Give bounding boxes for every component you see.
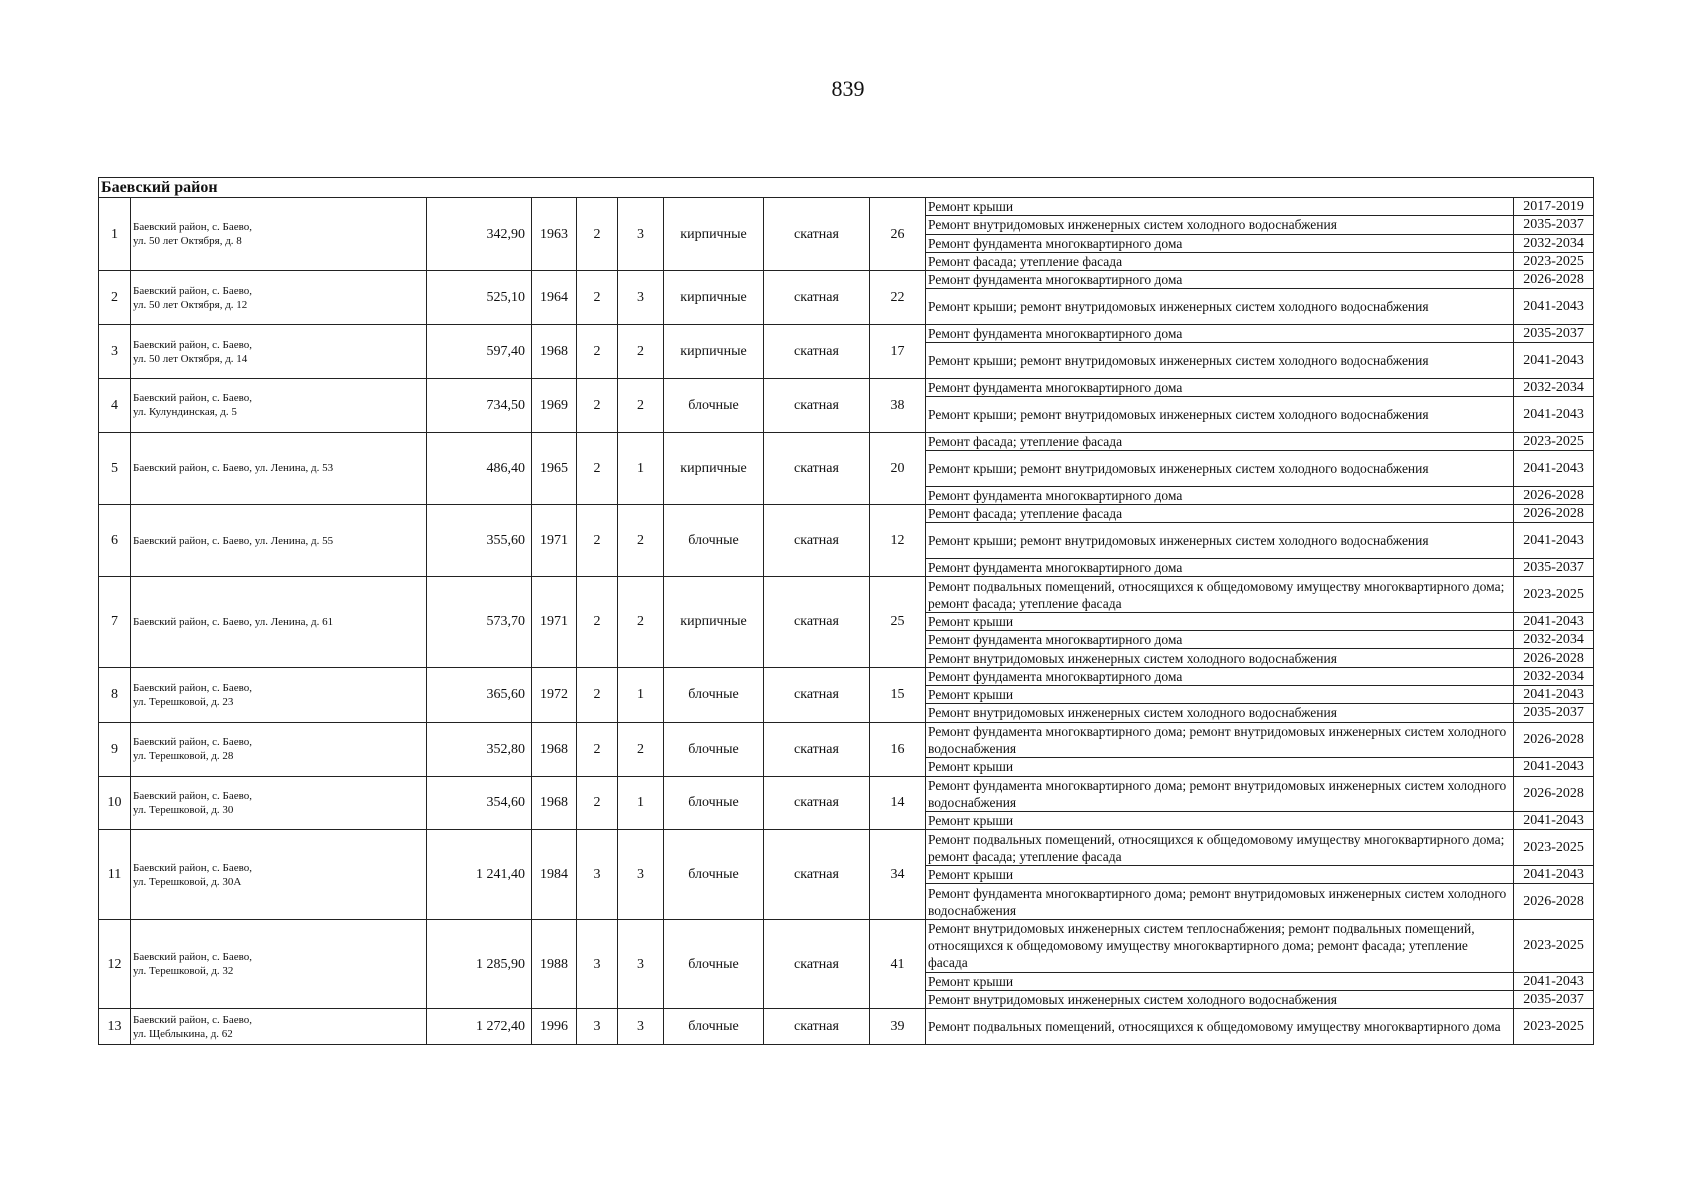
repair-work-cell: Ремонт крыши <box>926 758 1514 776</box>
repair-work-cell: Ремонт внутридомовых инженерных систем теплоснабжения; ремонт подвальных помещений, относящихся к общедомовому имуществу многоквартирного дома; ремонт фасада; утепление фасада <box>926 919 1514 972</box>
address-cell <box>131 271 427 325</box>
table-row <box>99 505 1594 523</box>
row-number: 2 <box>99 271 131 325</box>
capital-repair-table <box>98 177 1594 1045</box>
wall-material-cell: блочные <box>664 1009 764 1045</box>
roof-type-cell: скатная <box>764 1009 870 1045</box>
entrances-cell: 3 <box>618 1009 664 1045</box>
entrances-cell: 2 <box>618 577 664 667</box>
year-cell: 1968 <box>532 776 577 830</box>
address-line: Баевский район, с. Баево, <box>133 736 252 749</box>
repair-period-cell: 2032-2034 <box>1514 631 1594 649</box>
year-cell: 1971 <box>532 577 577 667</box>
address-line: Баевский район, с. Баево, <box>133 392 252 405</box>
entrances-cell: 3 <box>618 271 664 325</box>
repair-period-cell: 2041-2043 <box>1514 523 1594 559</box>
address-cell <box>131 198 427 271</box>
repair-period-cell: 2023-2025 <box>1514 432 1594 450</box>
address-cell <box>131 722 427 776</box>
area-cell: 342,90 <box>427 198 532 271</box>
repair-period-cell: 2041-2043 <box>1514 612 1594 630</box>
address-line: ул. Терешковой, д. 30А <box>133 875 242 888</box>
entrances-cell: 2 <box>618 505 664 577</box>
repair-period-cell: 2041-2043 <box>1514 397 1594 433</box>
entrances-cell: 1 <box>618 776 664 830</box>
roof-type-cell: скатная <box>764 505 870 577</box>
year-cell: 1988 <box>532 919 577 1008</box>
address-line: ул. 50 лет Октября, д. 14 <box>133 352 248 365</box>
table-row <box>99 722 1594 758</box>
table-row <box>99 830 1594 866</box>
repair-work-cell: Ремонт фасада; утепление фасада <box>926 505 1514 523</box>
roof-type-cell: скатная <box>764 722 870 776</box>
repair-work-cell: Ремонт фундамента многоквартирного дома <box>926 378 1514 396</box>
roof-type-cell: скатная <box>764 577 870 667</box>
row-number: 1 <box>99 198 131 271</box>
area-cell: 365,60 <box>427 667 532 722</box>
repair-period-cell: 2041-2043 <box>1514 972 1594 990</box>
floors-cell: 2 <box>577 577 618 667</box>
roof-type-cell: скатная <box>764 378 870 432</box>
area-cell: 355,60 <box>427 505 532 577</box>
residents-cell: 17 <box>870 325 926 379</box>
year-cell: 1964 <box>532 271 577 325</box>
roof-type-cell: скатная <box>764 271 870 325</box>
entrances-cell: 2 <box>618 722 664 776</box>
year-cell: 1968 <box>532 722 577 776</box>
repair-period-cell: 2041-2043 <box>1514 686 1594 704</box>
address-line: Баевский район, с. Баево, <box>133 861 252 874</box>
repair-work-cell: Ремонт крыши <box>926 812 1514 830</box>
floors-cell: 2 <box>577 432 618 504</box>
roof-type-cell: скатная <box>764 432 870 504</box>
wall-material-cell: кирпичные <box>664 198 764 271</box>
repair-work-cell: Ремонт фундамента многоквартирного дома <box>926 631 1514 649</box>
district-header-row <box>99 178 1594 198</box>
repair-period-cell: 2026-2028 <box>1514 722 1594 758</box>
repair-work-cell: Ремонт крыши; ремонт внутридомовых инженерных систем холодного водоснабжения <box>926 289 1514 325</box>
repair-work-cell: Ремонт крыши <box>926 198 1514 216</box>
residents-cell: 39 <box>870 1009 926 1045</box>
area-cell: 352,80 <box>427 722 532 776</box>
repair-work-cell: Ремонт фундамента многоквартирного дома; ремонт внутридомовых инженерных систем холодного водоснабжения <box>926 884 1514 920</box>
wall-material-cell: блочные <box>664 722 764 776</box>
row-number: 10 <box>99 776 131 830</box>
entrances-cell: 3 <box>618 198 664 271</box>
address-line: ул. Терешковой, д. 30 <box>133 803 234 816</box>
year-cell: 1984 <box>532 830 577 919</box>
repair-work-cell: Ремонт внутридомовых инженерных систем холодного водоснабжения <box>926 991 1514 1009</box>
address-cell <box>131 325 427 379</box>
repair-work-cell: Ремонт фундамента многоквартирного дома; ремонт внутридомовых инженерных систем холодного водоснабжения <box>926 776 1514 812</box>
table-row <box>99 432 1594 450</box>
repair-period-cell: 2023-2025 <box>1514 919 1594 972</box>
address-line: Баевский район, с. Баево, <box>133 221 252 234</box>
area-cell: 573,70 <box>427 577 532 667</box>
roof-type-cell: скатная <box>764 830 870 919</box>
table-row <box>99 271 1594 289</box>
repair-work-cell: Ремонт фундамента многоквартирного дома <box>926 486 1514 504</box>
wall-material-cell: кирпичные <box>664 577 764 667</box>
floors-cell: 2 <box>577 378 618 432</box>
repair-work-cell: Ремонт крыши <box>926 612 1514 630</box>
row-number: 9 <box>99 722 131 776</box>
residents-cell: 34 <box>870 830 926 919</box>
repair-work-cell: Ремонт фасада; утепление фасада <box>926 252 1514 270</box>
address-cell <box>131 577 427 667</box>
repair-work-cell: Ремонт внутридомовых инженерных систем холодного водоснабжения <box>926 704 1514 722</box>
repair-period-cell: 2017-2019 <box>1514 198 1594 216</box>
floors-cell: 2 <box>577 776 618 830</box>
repair-work-cell: Ремонт крыши; ремонт внутридомовых инженерных систем холодного водоснабжения <box>926 451 1514 487</box>
year-cell: 1969 <box>532 378 577 432</box>
district-header: Баевский район <box>99 178 1594 198</box>
repair-period-cell: 2041-2043 <box>1514 865 1594 883</box>
repair-work-cell: Ремонт крыши; ремонт внутридомовых инженерных систем холодного водоснабжения <box>926 343 1514 379</box>
area-cell: 597,40 <box>427 325 532 379</box>
wall-material-cell: кирпичные <box>664 271 764 325</box>
repair-work-cell: Ремонт фундамента многоквартирного дома; ремонт внутридомовых инженерных систем холодного водоснабжения <box>926 722 1514 758</box>
residents-cell: 25 <box>870 577 926 667</box>
repair-period-cell: 2032-2034 <box>1514 378 1594 396</box>
repair-work-cell: Ремонт внутридомовых инженерных систем холодного водоснабжения <box>926 216 1514 234</box>
wall-material-cell: блочные <box>664 505 764 577</box>
address-line: Баевский район, с. Баево, <box>133 338 252 351</box>
year-cell: 1971 <box>532 505 577 577</box>
repair-period-cell: 2041-2043 <box>1514 289 1594 325</box>
repair-period-cell: 2035-2037 <box>1514 991 1594 1009</box>
roof-type-cell: скатная <box>764 325 870 379</box>
year-cell: 1965 <box>532 432 577 504</box>
entrances-cell: 1 <box>618 667 664 722</box>
area-cell: 734,50 <box>427 378 532 432</box>
repair-period-cell: 2035-2037 <box>1514 704 1594 722</box>
residents-cell: 15 <box>870 667 926 722</box>
repair-period-cell: 2023-2025 <box>1514 577 1594 613</box>
entrances-cell: 2 <box>618 378 664 432</box>
repair-period-cell: 2041-2043 <box>1514 812 1594 830</box>
address-line: ул. 50 лет Октября, д. 8 <box>133 235 242 248</box>
year-cell: 1963 <box>532 198 577 271</box>
year-cell: 1968 <box>532 325 577 379</box>
table-row <box>99 325 1594 343</box>
residents-cell: 20 <box>870 432 926 504</box>
repair-period-cell: 2041-2043 <box>1514 343 1594 379</box>
entrances-cell: 1 <box>618 432 664 504</box>
repair-period-cell: 2032-2034 <box>1514 667 1594 685</box>
row-number: 11 <box>99 830 131 919</box>
row-number: 6 <box>99 505 131 577</box>
area-cell: 1 241,40 <box>427 830 532 919</box>
residents-cell: 38 <box>870 378 926 432</box>
repair-work-cell: Ремонт крыши <box>926 865 1514 883</box>
repair-work-cell: Ремонт фундамента многоквартирного дома <box>926 234 1514 252</box>
repair-period-cell: 2023-2025 <box>1514 252 1594 270</box>
address-line: Баевский район, с. Баево, <box>133 1013 252 1026</box>
repair-period-cell: 2026-2028 <box>1514 505 1594 523</box>
residents-cell: 22 <box>870 271 926 325</box>
residents-cell: 16 <box>870 722 926 776</box>
wall-material-cell: блочные <box>664 667 764 722</box>
row-number: 12 <box>99 919 131 1008</box>
area-cell: 1 285,90 <box>427 919 532 1008</box>
address-cell <box>131 432 427 504</box>
address-line: Баевский район, с. Баево, ул. Ленина, д. 61 <box>133 615 334 628</box>
repair-work-cell: Ремонт подвальных помещений, относящихся к общедомовому имуществу многоквартирного дома; ремонт фасада; утепление фасада <box>926 830 1514 866</box>
floors-cell: 3 <box>577 1009 618 1045</box>
address-line: Баевский район, с. Баево, ул. Ленина, д. 55 <box>133 534 334 547</box>
address-cell <box>131 1009 427 1045</box>
repair-work-cell: Ремонт крыши; ремонт внутридомовых инженерных систем холодного водоснабжения <box>926 523 1514 559</box>
repair-period-cell: 2026-2028 <box>1514 884 1594 920</box>
repair-period-cell: 2026-2028 <box>1514 649 1594 667</box>
floors-cell: 2 <box>577 198 618 271</box>
row-number: 4 <box>99 378 131 432</box>
address-line: ул. Щеблыкина, д. 62 <box>133 1027 233 1040</box>
address-line: Баевский район, с. Баево, <box>133 951 252 964</box>
floors-cell: 2 <box>577 722 618 776</box>
wall-material-cell: блочные <box>664 776 764 830</box>
address-cell <box>131 830 427 919</box>
wall-material-cell: блочные <box>664 378 764 432</box>
table-row <box>99 667 1594 685</box>
residents-cell: 12 <box>870 505 926 577</box>
address-line: Баевский район, с. Баево, <box>133 284 252 297</box>
repair-work-cell: Ремонт крыши; ремонт внутридомовых инженерных систем холодного водоснабжения <box>926 397 1514 433</box>
address-line: ул. Кулундинская, д. 5 <box>133 406 237 419</box>
floors-cell: 2 <box>577 667 618 722</box>
repair-work-cell: Ремонт подвальных помещений, относящихся к общедомовому имуществу многоквартирного дома; ремонт фасада; утепление фасада <box>926 577 1514 613</box>
entrances-cell: 3 <box>618 919 664 1008</box>
repair-period-cell: 2035-2037 <box>1514 216 1594 234</box>
wall-material-cell: кирпичные <box>664 432 764 504</box>
repair-work-cell: Ремонт фундамента многоквартирного дома <box>926 271 1514 289</box>
repair-work-cell: Ремонт подвальных помещений, относящихся к общедомовому имуществу многоквартирного дома <box>926 1009 1514 1045</box>
table-row <box>99 577 1594 613</box>
floors-cell: 3 <box>577 830 618 919</box>
repair-period-cell: 2026-2028 <box>1514 271 1594 289</box>
year-cell: 1996 <box>532 1009 577 1045</box>
repair-work-cell: Ремонт крыши <box>926 686 1514 704</box>
floors-cell: 2 <box>577 325 618 379</box>
area-cell: 486,40 <box>427 432 532 504</box>
roof-type-cell: скатная <box>764 776 870 830</box>
address-line: ул. Терешковой, д. 28 <box>133 750 234 763</box>
repair-work-cell: Ремонт фундамента многоквартирного дома <box>926 558 1514 576</box>
page-number: 839 <box>831 76 865 101</box>
entrances-cell: 3 <box>618 830 664 919</box>
repair-period-cell: 2023-2025 <box>1514 1009 1594 1045</box>
row-number: 5 <box>99 432 131 504</box>
address-line: ул. 50 лет Октября, д. 12 <box>133 298 248 311</box>
floors-cell: 3 <box>577 919 618 1008</box>
address-line: ул. Терешковой, д. 23 <box>133 695 234 708</box>
roof-type-cell: скатная <box>764 667 870 722</box>
repair-period-cell: 2041-2043 <box>1514 451 1594 487</box>
wall-material-cell: кирпичные <box>664 325 764 379</box>
area-cell: 525,10 <box>427 271 532 325</box>
repair-period-cell: 2035-2037 <box>1514 558 1594 576</box>
year-cell: 1972 <box>532 667 577 722</box>
roof-type-cell: скатная <box>764 198 870 271</box>
repair-period-cell: 2041-2043 <box>1514 758 1594 776</box>
address-cell <box>131 378 427 432</box>
floors-cell: 2 <box>577 505 618 577</box>
address-cell <box>131 776 427 830</box>
row-number: 7 <box>99 577 131 667</box>
entrances-cell: 2 <box>618 325 664 379</box>
roof-type-cell: скатная <box>764 919 870 1008</box>
address-cell <box>131 919 427 1008</box>
repair-work-cell: Ремонт фундамента многоквартирного дома <box>926 667 1514 685</box>
table-row <box>99 919 1594 972</box>
row-number: 8 <box>99 667 131 722</box>
repair-work-cell: Ремонт фасада; утепление фасада <box>926 432 1514 450</box>
area-cell: 1 272,40 <box>427 1009 532 1045</box>
row-number: 3 <box>99 325 131 379</box>
repair-period-cell: 2035-2037 <box>1514 325 1594 343</box>
row-number: 13 <box>99 1009 131 1045</box>
residents-cell: 26 <box>870 198 926 271</box>
wall-material-cell: блочные <box>664 830 764 919</box>
address-line: Баевский район, с. Баево, ул. Ленина, д. 53 <box>133 462 334 475</box>
repair-period-cell: 2023-2025 <box>1514 830 1594 866</box>
repair-period-cell: 2026-2028 <box>1514 776 1594 812</box>
repair-work-cell: Ремонт внутридомовых инженерных систем холодного водоснабжения <box>926 649 1514 667</box>
address-line: ул. Терешковой, д. 32 <box>133 965 234 978</box>
table-row <box>99 378 1594 396</box>
address-line: Баевский район, с. Баево, <box>133 681 252 694</box>
address-line: Баевский район, с. Баево, <box>133 789 252 802</box>
floors-cell: 2 <box>577 271 618 325</box>
residents-cell: 14 <box>870 776 926 830</box>
table-row <box>99 1009 1594 1045</box>
repair-period-cell: 2026-2028 <box>1514 486 1594 504</box>
repair-work-cell: Ремонт крыши <box>926 972 1514 990</box>
address-cell <box>131 667 427 722</box>
repair-work-cell: Ремонт фундамента многоквартирного дома <box>926 325 1514 343</box>
address-cell <box>131 505 427 577</box>
table-row <box>99 198 1594 216</box>
wall-material-cell: блочные <box>664 919 764 1008</box>
repair-period-cell: 2032-2034 <box>1514 234 1594 252</box>
area-cell: 354,60 <box>427 776 532 830</box>
table-row <box>99 776 1594 812</box>
residents-cell: 41 <box>870 919 926 1008</box>
